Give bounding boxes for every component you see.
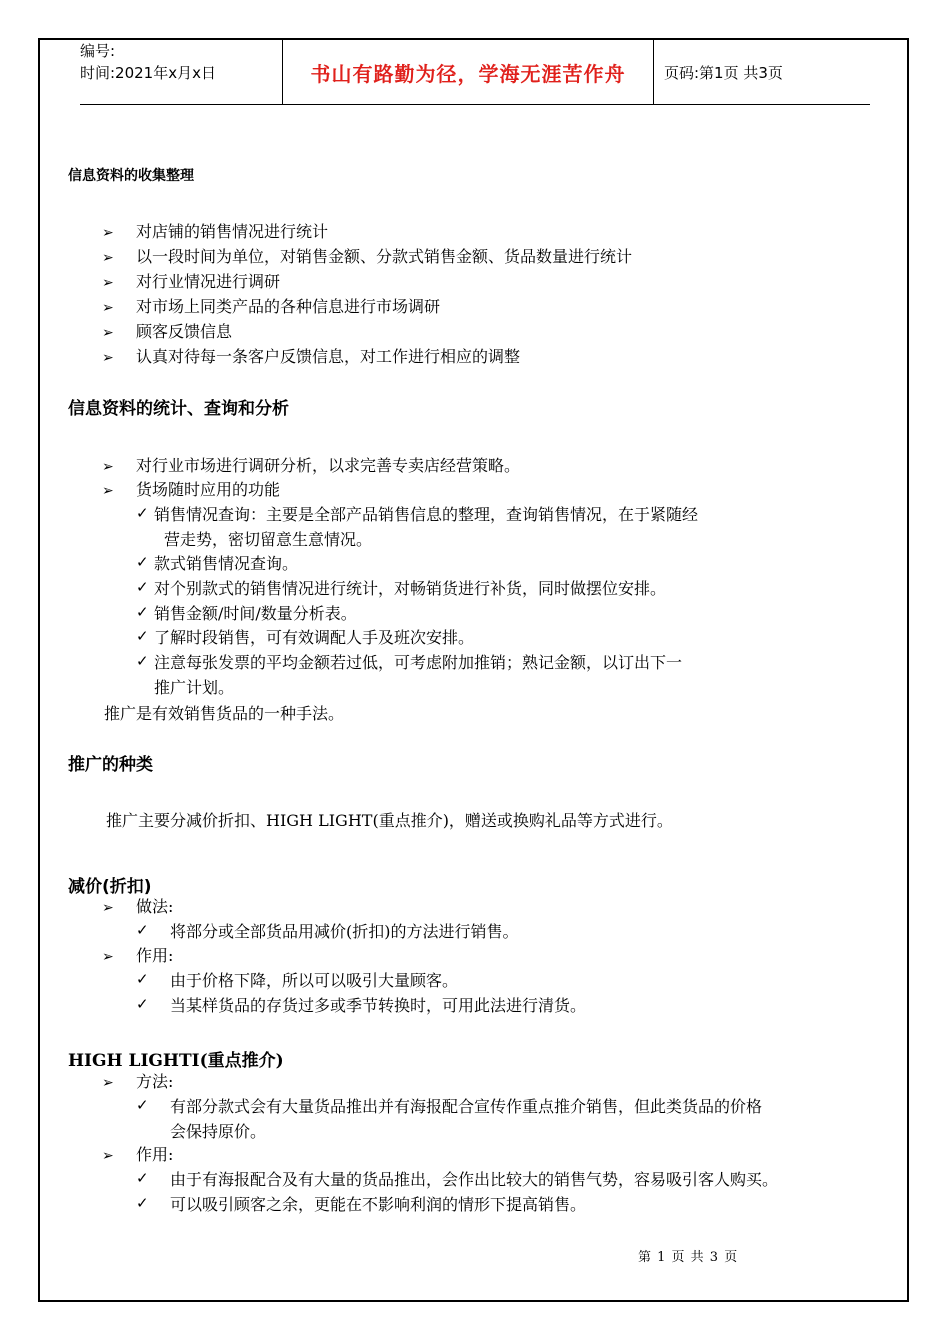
section-title-promo-types: 推广的种类 [68,755,153,775]
check-bullet-icon: ✓ [136,652,149,670]
sub-item: 由于有海报配合及有大量的货品推出，会作出比较大的销售气势，容易吸引客人购买。 [170,1170,779,1189]
check-bullet-icon: ✓ [136,921,149,939]
sub-item: 款式销售情况查询。 [154,554,299,573]
check-bullet-icon: ✓ [136,995,149,1013]
header-page-info: 页码:第1页 共3页 [664,63,783,82]
list-item: 作用: [136,946,174,965]
serial-label: 编号: [80,42,116,60]
sub-item: 销售金额/时间/数量分析表。 [154,604,357,623]
paragraph: 推广主要分减价折扣、HIGH LIGHT(重点推介)，赠送或换购礼品等方式进行。 [106,811,673,830]
list-item: 对市场上同类产品的各种信息进行市场调研 [136,297,441,316]
header-date: 时间:2021年x月x日 [80,64,216,82]
sub-item: 有部分款式会有大量货品推出并有海报配合宣传作重点推介销售，但此类货品的价格 [170,1097,763,1116]
header-left [80,40,280,104]
check-bullet-icon: ✓ [136,1194,149,1212]
section-title-collect: 信息资料的收集整理 [68,168,194,184]
check-bullet-icon: ✓ [136,553,149,571]
sub-item: 注意每张发票的平均金额若过低，可考虑附加推销；熟记金额，以订出下一 [154,653,683,672]
arrow-bullet-icon: ➢ [102,350,114,366]
arrow-bullet-icon: ➢ [102,325,114,341]
sub-item: 销售情况查询：主要是全部产品销售信息的整理，查询销售情况，在于紧随经 [154,505,699,524]
sub-item: 由于价格下降，所以可以吸引大量顾客。 [170,971,459,990]
arrow-bullet-icon: ➢ [102,250,114,266]
arrow-bullet-icon: ➢ [102,300,114,316]
section-title-highlight: HIGH LIGHTI(重点推介) [68,1051,284,1071]
sub-item-continuation: 推广计划。 [154,678,235,697]
arrow-bullet-icon: ➢ [102,483,114,499]
list-item: 方法: [136,1072,174,1091]
check-bullet-icon: ✓ [136,504,149,522]
list-item: 认真对待每一条客户反馈信息，对工作进行相应的调整 [136,347,521,366]
sub-item: 对个别款式的销售情况进行统计，对畅销货进行补货，同时做摆位安排。 [154,579,667,598]
check-bullet-icon: ✓ [136,603,149,621]
section-title-analysis: 信息资料的统计、查询和分析 [68,399,289,419]
list-item: 对店铺的销售情况进行统计 [136,222,329,241]
header-motto: 书山有路勤为径，学海无涯苦作舟 [282,40,654,104]
arrow-bullet-icon: ➢ [102,1148,114,1164]
list-item: 对行业情况进行调研 [136,272,281,291]
list-item: 做法: [136,897,174,916]
sub-item-continuation: 营走势，密切留意生意情况。 [164,530,373,549]
arrow-bullet-icon: ➢ [102,1075,114,1091]
arrow-bullet-icon: ➢ [102,949,114,965]
arrow-bullet-icon: ➢ [102,225,114,241]
sub-item: 了解时段销售，可有效调配人手及班次安排。 [154,628,475,647]
page-header [80,40,870,105]
arrow-bullet-icon: ➢ [102,275,114,291]
check-bullet-icon: ✓ [136,578,149,596]
sub-item: 将部分或全部货品用减价(折扣)的方法进行销售。 [170,922,519,941]
check-bullet-icon: ✓ [136,1096,149,1114]
sub-item-continuation: 会保持原价。 [170,1122,267,1141]
page-footer: 第 1 页 共 3 页 [638,1250,739,1265]
list-item: 以一段时间为单位，对销售金额、分款式销售金额、货品数量进行统计 [136,247,633,266]
arrow-bullet-icon: ➢ [102,459,114,475]
sub-item: 当某样货品的存货过多或季节转换时，可用此法进行清货。 [170,996,587,1015]
paragraph: 推广是有效销售货品的一种手法。 [104,704,345,723]
list-item: 货场随时应用的功能 [136,480,281,499]
section-title-discount: 减价(折扣) [68,877,152,897]
list-item: 作用: [136,1145,174,1164]
check-bullet-icon: ✓ [136,970,149,988]
list-item: 对行业市场进行调研分析，以求完善专卖店经营策略。 [136,456,521,475]
check-bullet-icon: ✓ [136,1169,149,1187]
check-bullet-icon: ✓ [136,627,149,645]
sub-item: 可以吸引顾客之余，更能在不影响利润的情形下提高销售。 [170,1195,587,1214]
list-item: 顾客反馈信息 [136,322,233,341]
arrow-bullet-icon: ➢ [102,900,114,916]
